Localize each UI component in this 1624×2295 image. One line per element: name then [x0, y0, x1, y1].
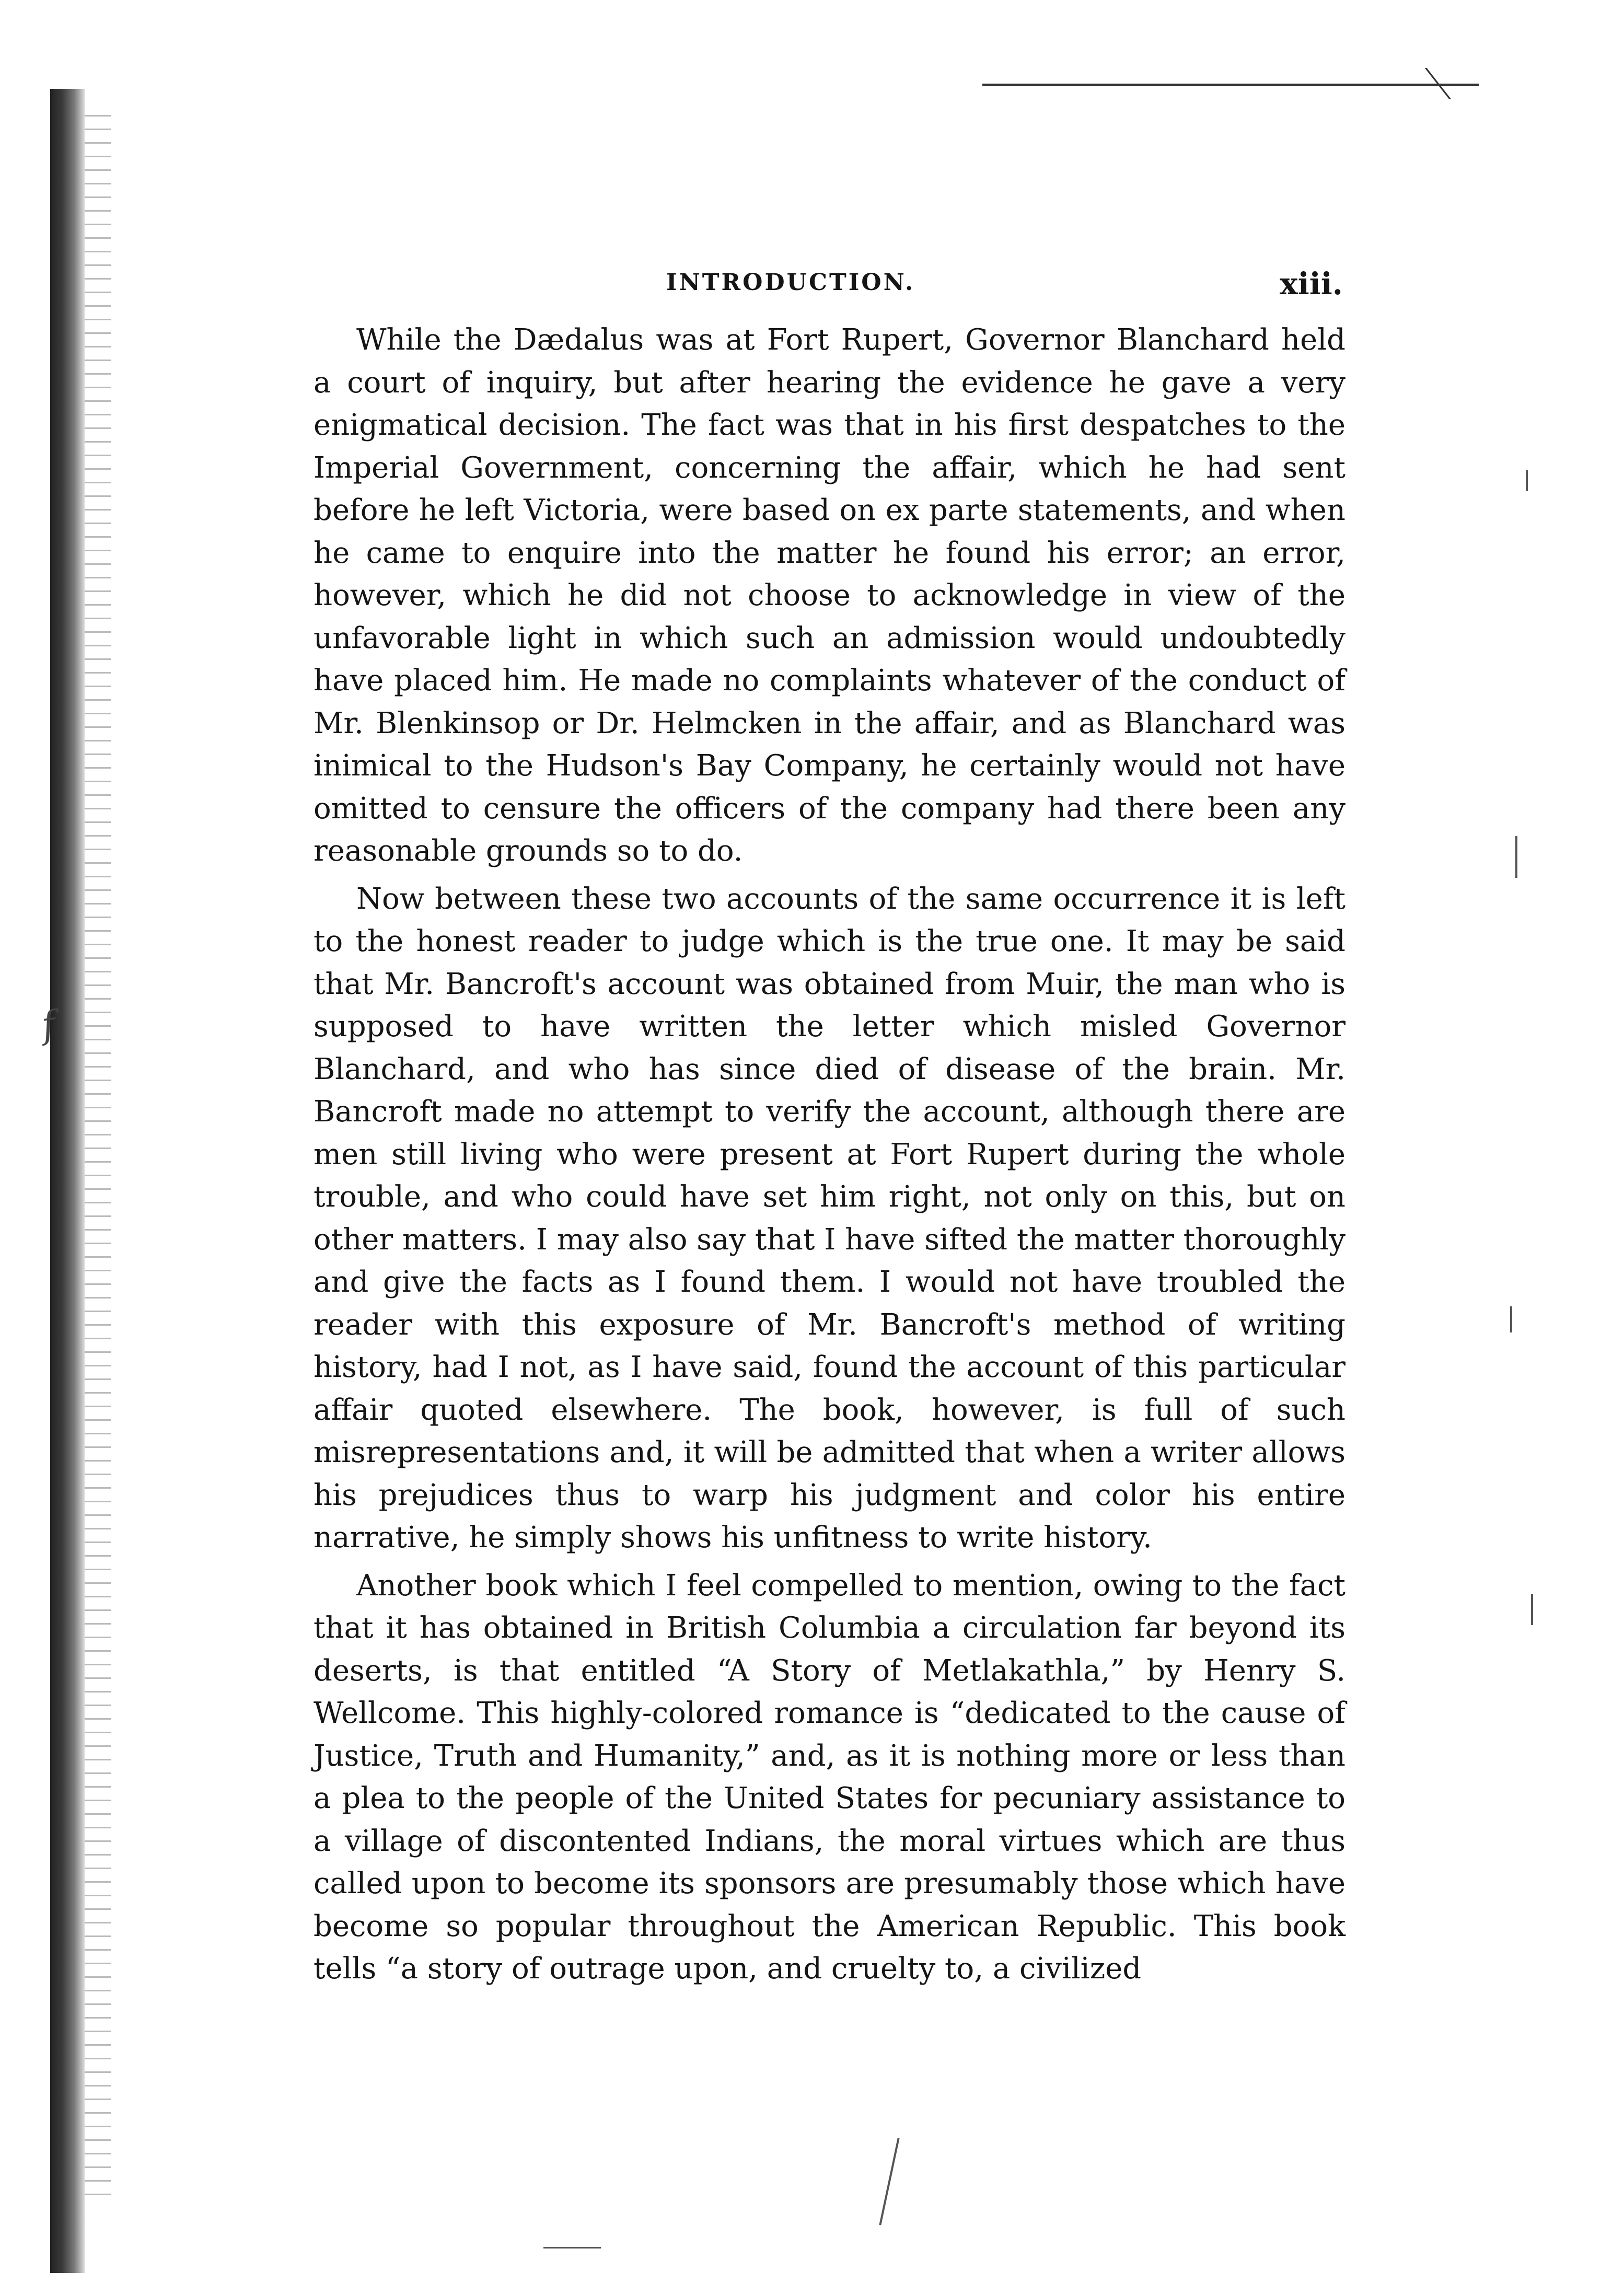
binding-shadow	[50, 89, 85, 2273]
stray-mark	[1515, 836, 1517, 878]
paragraph-1: While the Dædalus was at Fort Rupert, Governor Blanchard held a court of inquiry, but after hearing the evidence he gave a very enigmatical decision. The fact was that in his first despatches to the Imperial Government, concerning the affair, which he had sent before he left Victoria, were based on ex parte statements, and when he came to enquire into the matter he found his error; an error, however, which he did not choose to acknowledge in view of the unfavorable light in which such an admission would undoubtedly have placed him. He made no complaints whatever of the conduct of Mr. Blenkinsop or Dr. Helmcken in the affair, and as Blanchard was inimical to the Hudson's Bay Company, he certainly would not have omitted to censure the officers of the company had there been any reasonable grounds so to do.	[314, 323, 1345, 868]
margin-note: f	[39, 1002, 59, 1047]
top-rule	[982, 84, 1479, 86]
stray-mark	[543, 2247, 601, 2248]
stray-mark	[1531, 1594, 1533, 1625]
stray-mark	[1526, 470, 1528, 491]
stray-mark	[1510, 1306, 1512, 1332]
binding-speckle	[85, 115, 111, 2205]
stray-mark	[879, 2138, 899, 2225]
paragraph-2: Now between these two accounts of the same occurrence it is left to the honest reader to judge which is the true one. It may be said that Mr. Bancroft's account was obtained from Muir, the man who is supposed to have written the letter which misled Governor Blanchard, and who has since died of disease of the brain. Mr. Bancroft made no attempt to verify the account, although there are men still living who were present at Fort Rupert during the whole trouble, and who could have set him right, not only on this, but on other matters. I may also say that I have sifted the matter thoroughly and give the facts as I found them. I would not have troubled the reader with this exposure of Mr. Bancroft's method of writing history, had I not, as I have said, found the account of this particular affair quoted elsewhere. The book, however, is full of such misrepresentations and, it will be admitted that when a writer allows his prejudices thus to warp his judgment and color his entire narrative, he simply shows his unfitness to write history.	[314, 882, 1345, 1555]
running-title: INTRODUCTION.	[666, 269, 915, 296]
page-number: xiii.	[1280, 266, 1343, 302]
body-text	[314, 319, 1345, 1996]
running-head	[319, 266, 1343, 306]
paragraph-3: Another book which I feel compelled to mention, owing to the fact that it has obtained in British Columbia a circulation far beyond its deserts, is that entitled “A Story of Metlakathla,” by Henry S. Wellcome. This highly-colored romance is “dedicated to the cause of Justice, Truth and Humanity,” and, as it is nothing more or less than a plea to the people of the United States for pecuniary assistance to a village of discontented Indians, the moral virtues which are thus called upon to become its sponsors are presumably those which have become so popular throughout the American Republic. This book tells “a story of outrage upon, and cruelty to, a civilized	[314, 1568, 1345, 1986]
